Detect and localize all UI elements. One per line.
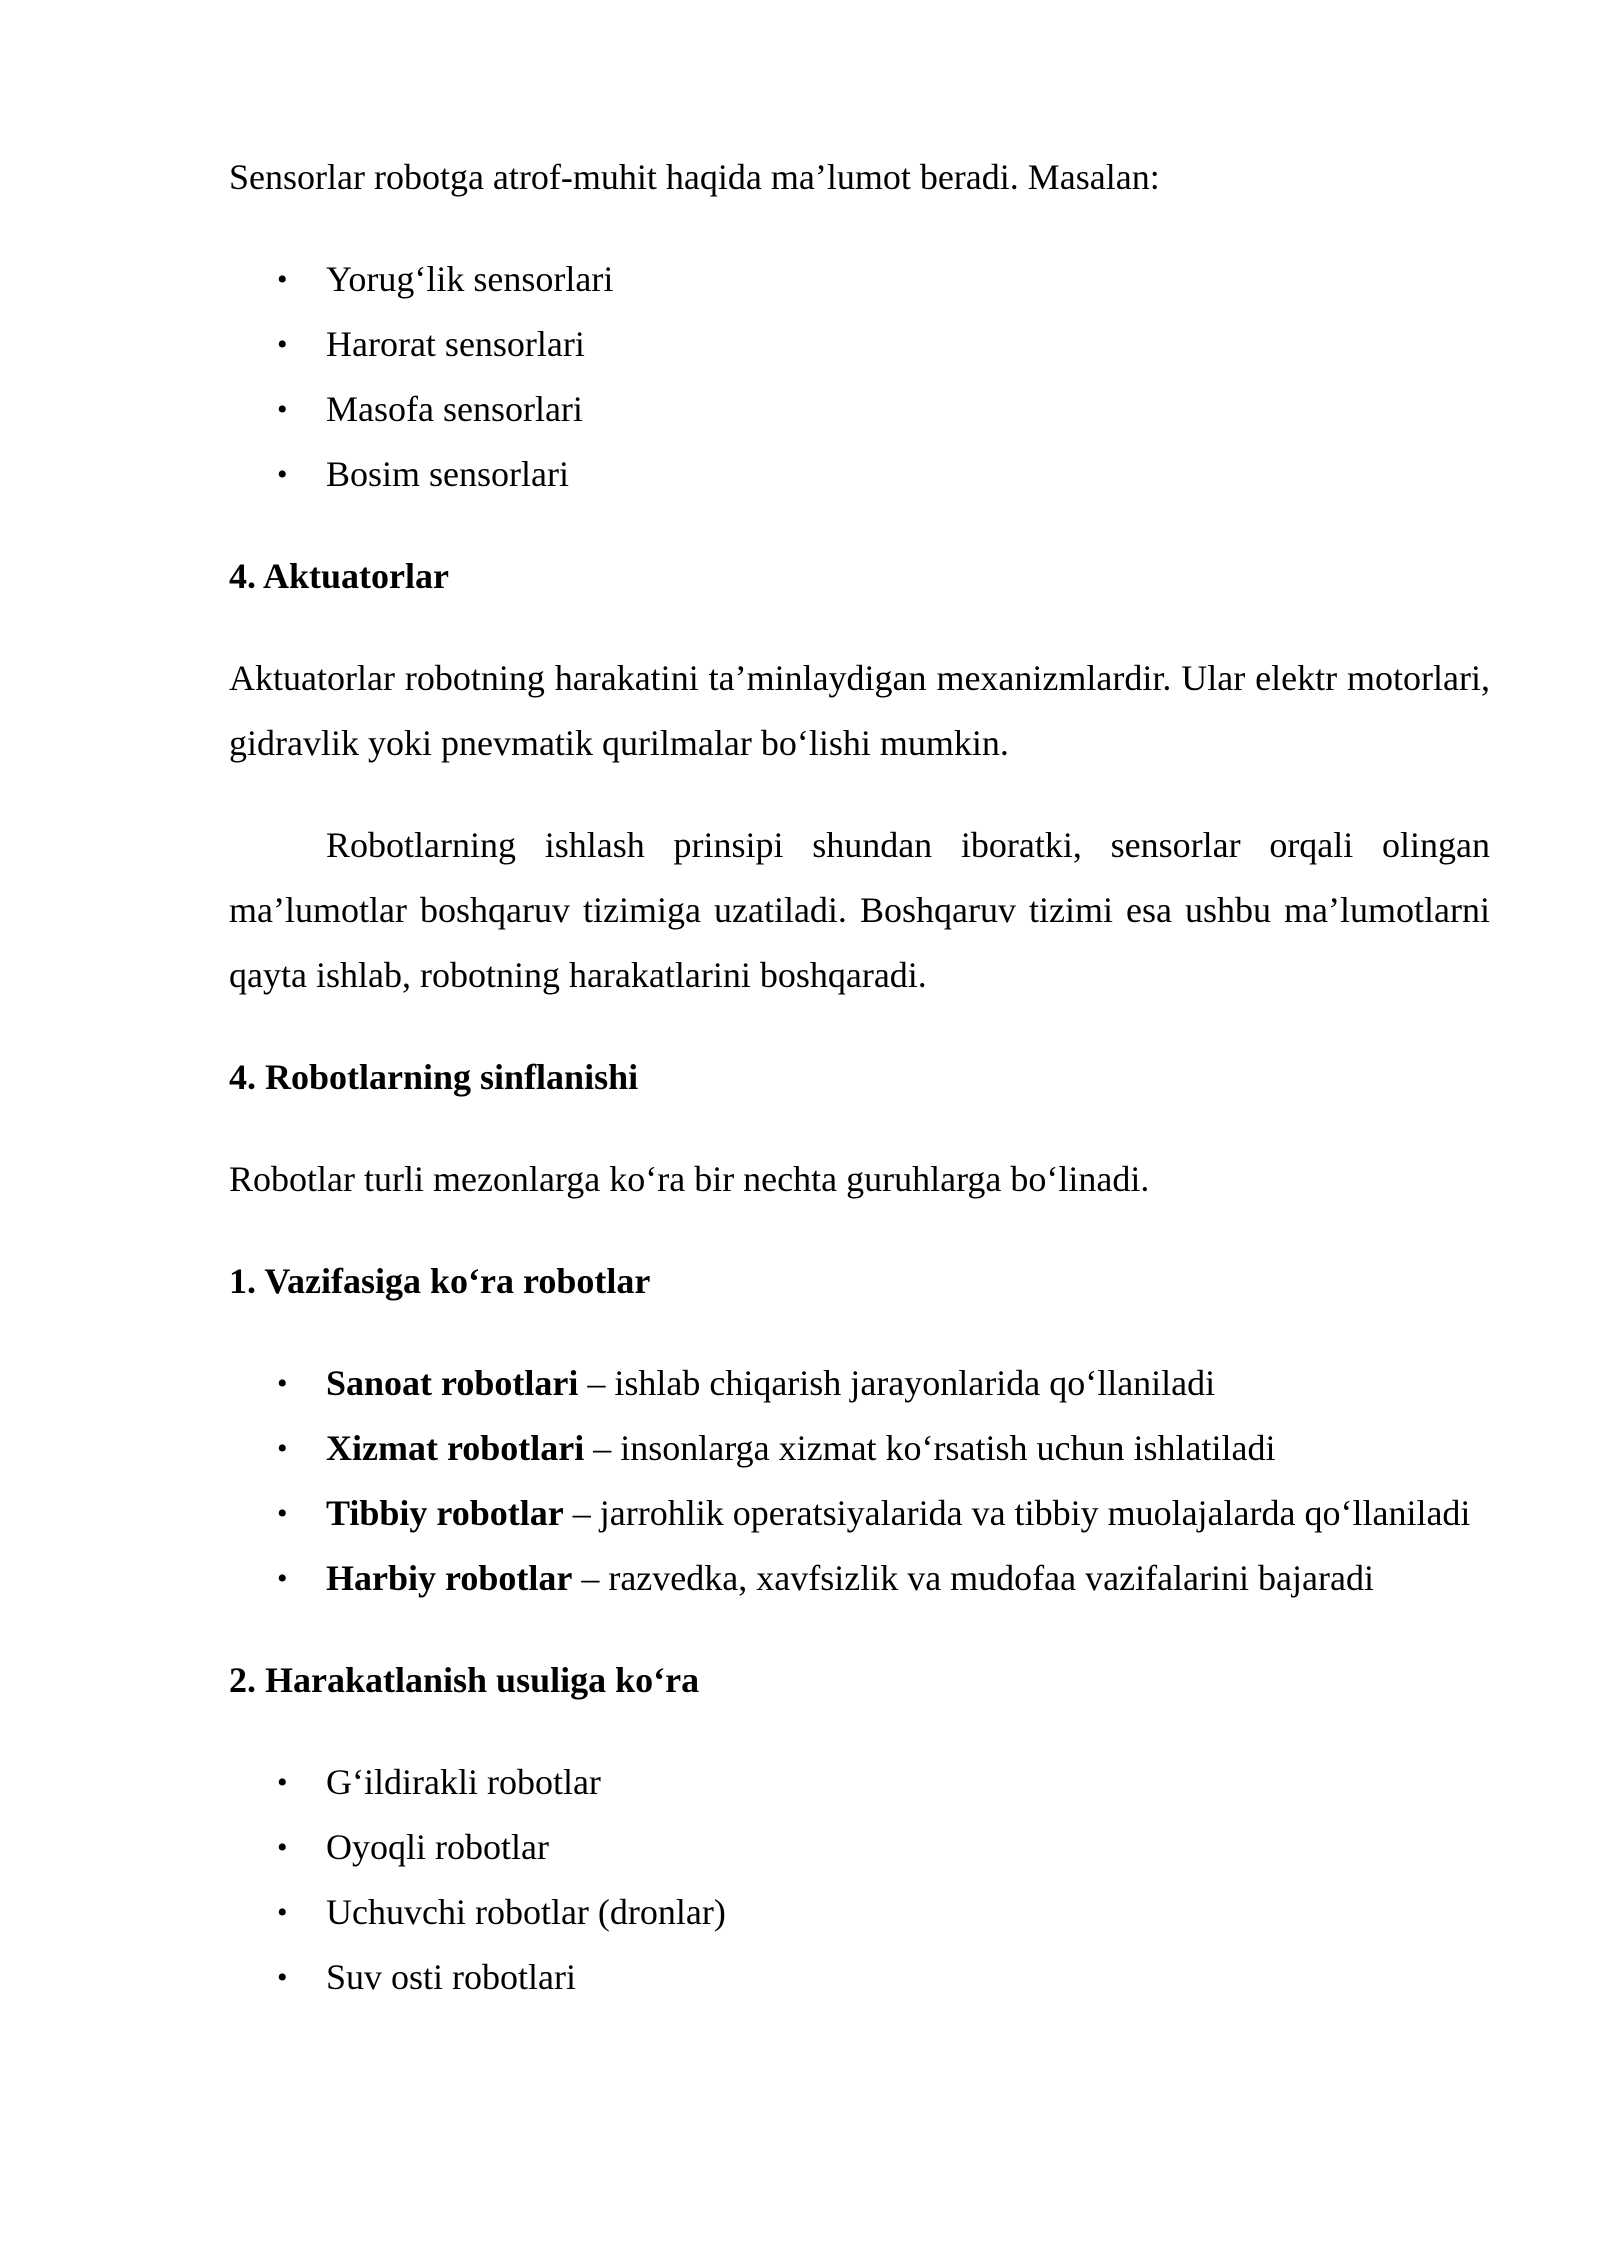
list-item: • Harorat sensorlari xyxy=(229,312,1490,377)
list-item: • G‘ildirakli robotlar xyxy=(229,1750,1490,1815)
bullet-icon: • xyxy=(277,1562,288,1595)
item-description: – insonlarga xizmat ko‘rsatish uchun ishlatiladi xyxy=(584,1428,1276,1468)
list-item xyxy=(229,1546,1490,1611)
list-item: • Bosim sensorlari xyxy=(229,442,1490,507)
list-item: • Masofa sensorlari xyxy=(229,377,1490,442)
purpose-heading: 1. Vazifasiga ko‘ra robotlar xyxy=(229,1261,651,1301)
document-page xyxy=(229,145,1490,2010)
bullet-icon: • xyxy=(277,1497,288,1530)
list-item xyxy=(229,1351,1490,1416)
bullet-icon: • xyxy=(277,1432,288,1465)
actuators-heading: 4. Aktuatorlar xyxy=(229,556,449,596)
list-item xyxy=(229,1416,1490,1481)
movement-list xyxy=(229,1750,1490,2010)
bullet-icon: • xyxy=(277,393,288,426)
bullet-icon: • xyxy=(277,1831,288,1864)
bullet-icon: • xyxy=(277,263,288,296)
principle-paragraph: Robotlarning ishlash prinsipi shundan iboratki, sensorlar orqali olingan ma’lumotlar boshqaruv tizimiga uzatiladi. Boshqaruv tizimi esa ushbu ma’lumotlarni qayta ishlab, robotning harakatlarini boshqaradi. xyxy=(229,825,1490,995)
item-description: – razvedka, xavfsizlik va mudofaa vazifalarini bajaradi xyxy=(572,1558,1374,1598)
item-term: Xizmat robotlari xyxy=(326,1428,585,1468)
movement-heading: 2. Harakatlanish usuliga ko‘ra xyxy=(229,1660,700,1700)
list-item xyxy=(229,1481,1490,1546)
list-item: • Oyoqli robotlar xyxy=(229,1815,1490,1880)
bullet-icon: • xyxy=(277,1367,288,1400)
list-item: • Suv osti robotlari xyxy=(229,1945,1490,2010)
bullet-icon: • xyxy=(277,1896,288,1929)
sensor-list xyxy=(229,247,1490,507)
bullet-icon: • xyxy=(277,1766,288,1799)
item-term: Sanoat robotlari xyxy=(326,1363,579,1403)
intro-paragraph: Sensorlar robotga atrof-muhit haqida ma’lumot beradi. Masalan: xyxy=(229,157,1160,197)
bullet-icon: • xyxy=(277,328,288,361)
item-description: – jarrohlik operatsiyalarida va tibbiy muolajalarda qo‘llaniladi xyxy=(563,1493,1471,1533)
purpose-list xyxy=(229,1351,1490,1611)
classification-heading: 4. Robotlarning sinflanishi xyxy=(229,1057,639,1097)
bullet-icon: • xyxy=(277,1961,288,1994)
item-description: – ishlab chiqarish jarayonlarida qo‘llaniladi xyxy=(578,1363,1216,1403)
item-term: Harbiy robotlar xyxy=(326,1558,573,1598)
list-item: • Yorug‘lik sensorlari xyxy=(229,247,1490,312)
list-item: • Uchuvchi robotlar (dronlar) xyxy=(229,1880,1490,1945)
item-term: Tibbiy robotlar xyxy=(326,1493,564,1533)
bullet-icon: • xyxy=(277,458,288,491)
classification-paragraph: Robotlar turli mezonlarga ko‘ra bir nechta guruhlarga bo‘linadi. xyxy=(229,1159,1150,1199)
actuators-paragraph: Aktuatorlar robotning harakatini ta’minlaydigan mexanizmlardir. Ular elektr motorlari, gidravlik yoki pnevmatik qurilmalar bo‘lishi mumkin. xyxy=(229,658,1490,763)
